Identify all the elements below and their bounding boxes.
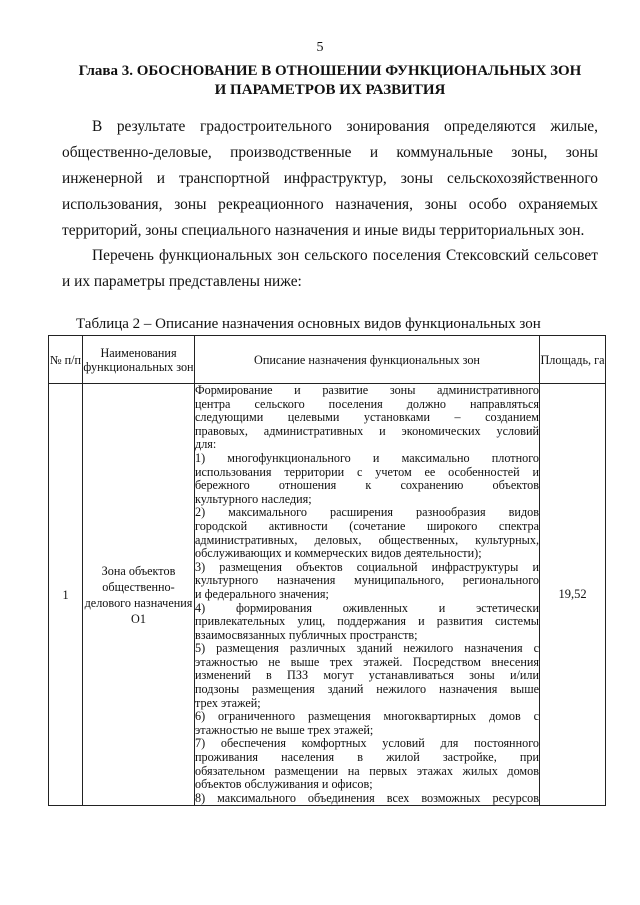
table-header-row — [49, 336, 606, 384]
chapter-title-line-1: Глава 3. ОБОСНОВАНИЕ В ОТНОШЕНИИ ФУНКЦИОНАЛЬНЫХ ЗОН — [78, 63, 582, 79]
paragraph-zone-list — [62, 243, 598, 295]
table-row — [49, 384, 606, 806]
header-description: Описание назначения функциональных зон — [195, 336, 540, 384]
description-line: 5) размещения различных зданий нежилого назначения с — [195, 642, 539, 656]
description-line: использования территории с учетом ее особенностей и — [195, 465, 539, 479]
description-line: центра сельского поселения должно направляться — [195, 397, 539, 411]
description-line: культурного наследия; — [195, 492, 312, 506]
page-number: 5 — [316, 40, 324, 55]
description-line: 4) формирования оживленных и эстетически — [195, 601, 539, 615]
description-line: и федерального значения; — [195, 587, 329, 601]
paragraph-line: общественно-деловые, производственные и коммунальные зоны, зоны — [62, 144, 598, 161]
description-line: объектов обслуживания и офисов; — [195, 778, 373, 792]
description-line: бережного отношения к сохранению объектов — [195, 479, 539, 493]
description-line: этажностью не выше трех этажей; — [195, 723, 374, 737]
header-area: Площадь, га — [540, 336, 606, 384]
header-number: № п/п — [49, 336, 83, 384]
description-line: административных, деловых, общественных, культурных, — [195, 533, 539, 547]
description-line: изменений в ПЗЗ могут устанавливаться зоны и/или — [195, 669, 539, 683]
description-line: взаимосвязанных публичных пространств; — [195, 628, 418, 642]
description-line: правовых, административных и экономических условий — [195, 424, 539, 438]
paragraph-line: и их параметры представлены ниже: — [62, 273, 302, 290]
chapter-title-line-2: И ПАРАМЕТРОВ ИХ РАЗВИТИЯ — [214, 82, 446, 98]
description-line: городской активности (сочетание широкого спектра — [195, 519, 539, 533]
header-zone-name: Наименования функциональных зон — [83, 336, 195, 384]
description-line: этажностью не выше трех этажей. Посредством внесения — [195, 655, 539, 669]
description-line: культурного назначения муниципального, регионального — [195, 574, 539, 588]
row-number: 1 — [49, 384, 83, 806]
description-line: 6) ограниченного размещения многоквартирных домов с — [195, 710, 539, 724]
row-area: 19,52 — [540, 384, 606, 806]
paragraph-line: использования, зоны рекреационного назначения, зоны особо охраняемых — [62, 196, 598, 213]
chapter-title — [60, 62, 600, 100]
paragraph-line: Перечень функциональных зон сельского поселения Стексовский сельсовет — [92, 247, 598, 264]
row-zone-name: Зона объектов общественно-делового назначения О1 — [83, 384, 195, 806]
description-line: для: — [195, 438, 217, 452]
description-line: проживания населения в жилой застройке, при — [195, 751, 539, 765]
description-line: 1) многофункционального и максимально плотного — [195, 451, 539, 465]
description-line: 7) обеспечения комфортных условий для постоянного — [195, 737, 539, 751]
description-line: Формирование и развитие зоны административного — [195, 384, 539, 397]
description-line: трех этажей; — [195, 696, 261, 710]
description-line: обязательном размещении на первых этажах жилых домов — [195, 764, 539, 778]
table-caption: Таблица 2 – Описание назначения основных видов функциональных зон — [76, 316, 541, 332]
description-line: 8) максимального объединения всех возможных ресурсов — [195, 791, 539, 805]
description-line: 3) размещения объектов социальной инфраструктуры и — [195, 560, 539, 574]
description-line: обслуживающих и коммерческих видов деятельности); — [195, 547, 482, 561]
description-line: 2) максимального расширения разнообразия видов — [195, 506, 539, 520]
description-line: следующими целевыми установками – созданием — [195, 411, 539, 425]
paragraph-line: территорий, зоны специального назначения и иные виды территориальных зон. — [62, 222, 585, 239]
zones-table — [48, 335, 606, 806]
paragraph-line: В результате градостроительного зонирования определяются жилые, — [92, 118, 598, 135]
paragraph-zoning — [62, 114, 598, 244]
description-line: привлекательных улиц, поддержания и развития системы — [195, 615, 539, 629]
paragraph-line: инженерной и транспортной инфраструктур, зоны сельскохозяйственного — [62, 170, 598, 187]
description-line: подзоны размещения зданий нежилого назначения выше — [195, 683, 539, 697]
row-description — [195, 384, 540, 806]
